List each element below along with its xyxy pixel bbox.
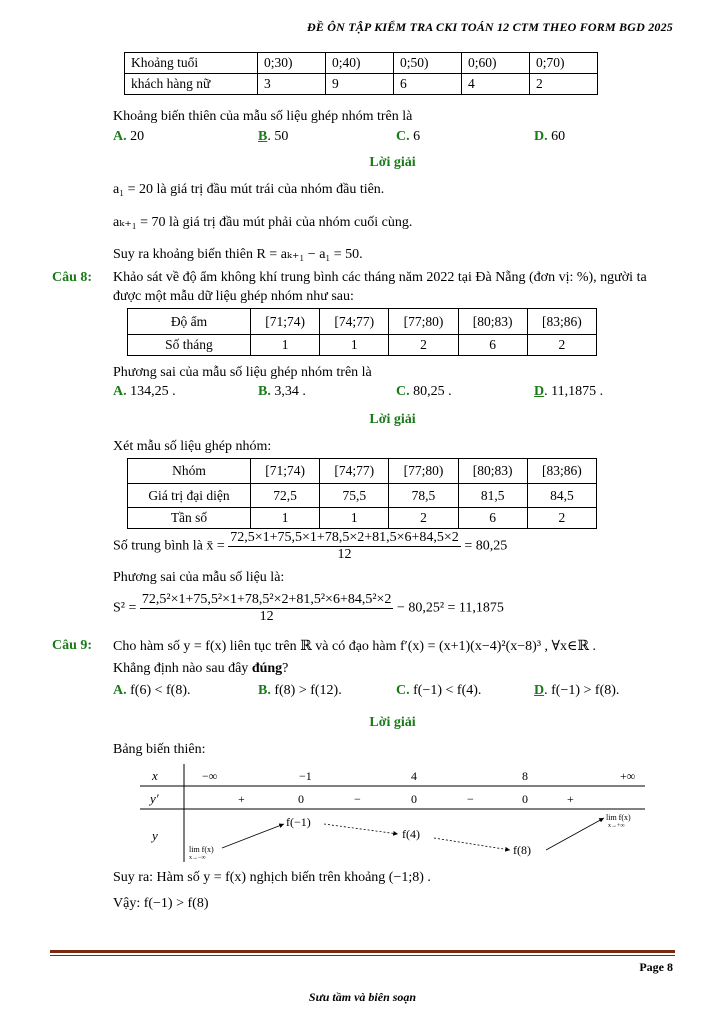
option-d: D. 11,1875 . [534,384,604,399]
arrow-down [324,824,398,834]
age-table [124,52,598,95]
option-b: B. 50 [258,129,289,144]
arrow-down [434,838,510,850]
question-label: Câu 8: [52,270,93,285]
grouped-data-table [127,458,597,529]
sign: + [567,792,574,806]
sign: 0 [298,792,304,806]
table-row: Nhóm [71;74) [74;77) [77;80) [80;83) [83;86) [128,459,597,484]
solution-line: Vậy: f(−1) > f(8) [113,896,209,911]
yprime-label: y′ [150,791,159,806]
y-value: f(−1) [286,815,311,829]
question-stem: Khảo sát về độ ẩm không khí trung bình các tháng năm 2022 tại Đà Nẵng (đơn vị: %), người ta [113,270,647,285]
x-value: +∞ [620,769,636,783]
question-stem: Cho hàm số y = f(x) liên tục trên ℝ và có đạo hàm f′(x) = (x+1)(x−4)²(x−8)³ , ∀x∈ℝ . [113,639,596,654]
arrow-up [222,824,284,848]
humidity-table [127,308,597,356]
x-value: −1 [299,769,312,783]
option-a: A. 134,25 . [113,384,176,399]
variation-table [140,764,645,864]
x-value: −∞ [202,769,218,783]
option-c: C. 80,25 . [396,384,452,399]
solution-line: Bảng biến thiên: [113,742,206,757]
table-row: Độ ẩm [71;74) [74;77) [77;80) [80;83) [83;86) [128,309,597,335]
option-b: B. f(8) > f(12). [258,683,342,698]
lim-subscript: x→+∞ [608,823,625,829]
table-row: Khoảng tuổi 0;30) 0;40) 0;50) 0;60) 0;70) [125,53,598,74]
sign: − [467,792,474,806]
table-row: Giá trị đại diện 72,5 75,5 78,5 81,5 84,5 [128,484,597,508]
page-number: Page 8 [639,960,673,974]
solution-line: Phương sai của mẫu số liệu là: [113,570,285,585]
x-value: 8 [522,769,528,783]
option-c: C. 6 [396,129,421,144]
question-stem: Khoảng biến thiên của mẫu số liệu ghép nhóm trên là [113,109,413,124]
question-stem: Phương sai của mẫu số liệu ghép nhóm trên là [113,365,372,380]
solution-title: Lời giải [369,715,416,730]
sign: 0 [411,792,417,806]
solution-title: Lời giải [369,412,416,427]
y-value: f(8) [513,843,531,857]
arrow-up [546,818,604,850]
sign: + [238,792,245,806]
solution-line: Suy ra: Hàm số y = f(x) nghịch biến trên khoảng (−1;8) . [113,870,431,885]
x-label: x [152,768,158,783]
option-b: B. 3,34 . [258,384,306,399]
option-c: C. f(−1) < f(4). [396,683,482,698]
option-a: A. 20 [113,129,145,144]
solution-line: aₖ₊₁ = 70 là giá trị đầu mút phải của nhóm cuối cùng. [113,215,413,230]
footer-rule [50,950,675,953]
y-value: f(4) [402,827,420,841]
option-a: A. f(6) < f(8). [113,683,191,698]
mean-formula: Số trung bình là x̄ = $\frac{72,5\times 1+75,5\times 1+78,5\times 2+81,5\times 6+84,5\times 2}{12}$ = 80,25 [113,530,508,562]
question-stem: được một mẫu dữ liệu ghép nhóm như sau: [113,289,354,304]
y-value: lim f(x) [189,845,214,854]
lim-subscript: x→−∞ [189,855,206,861]
option-d: D. 60 [534,129,566,144]
table-row: khách hàng nữ 3 9 6 4 2 [125,74,598,95]
solution-line: Suy ra khoảng biến thiên R = aₖ₊₁ − a₁ = 50. [113,247,363,262]
variance-formula: S² = $\frac{\text{72,5²×1+75,5²×1+78,5²×2+81,5²×6+84,5²×2}}{12}$ − 80,25² = 11,1875 [113,592,504,624]
solution-line: a₁ = 20 là giá trị đầu mút trái của nhóm đầu tiên. [113,182,385,197]
question-stem: Khẳng định nào sau đây đúng? [113,661,289,676]
table-row: Số tháng 1 1 2 6 2 [128,335,597,356]
solution-title: Lời giải [369,155,416,170]
page-header: ĐỀ ÔN TẬP KIỂM TRA CKI TOÁN 12 CTM THEO FORM BGD 2025 [307,20,673,34]
table-row: Tần số 1 1 2 6 2 [128,508,597,529]
question-label: Câu 9: [52,638,93,653]
solution-line: Xét mẫu số liệu ghép nhóm: [113,439,272,454]
footer-credit: Sưu tầm và biên soạn [308,990,417,1004]
x-value: 4 [411,769,417,783]
y-label: y [152,828,158,843]
footer-rule [50,955,675,956]
y-value: lim f(x) [606,813,631,822]
sign: − [354,792,361,806]
option-d: D. f(−1) > f(8). [534,683,620,698]
sign: 0 [522,792,528,806]
